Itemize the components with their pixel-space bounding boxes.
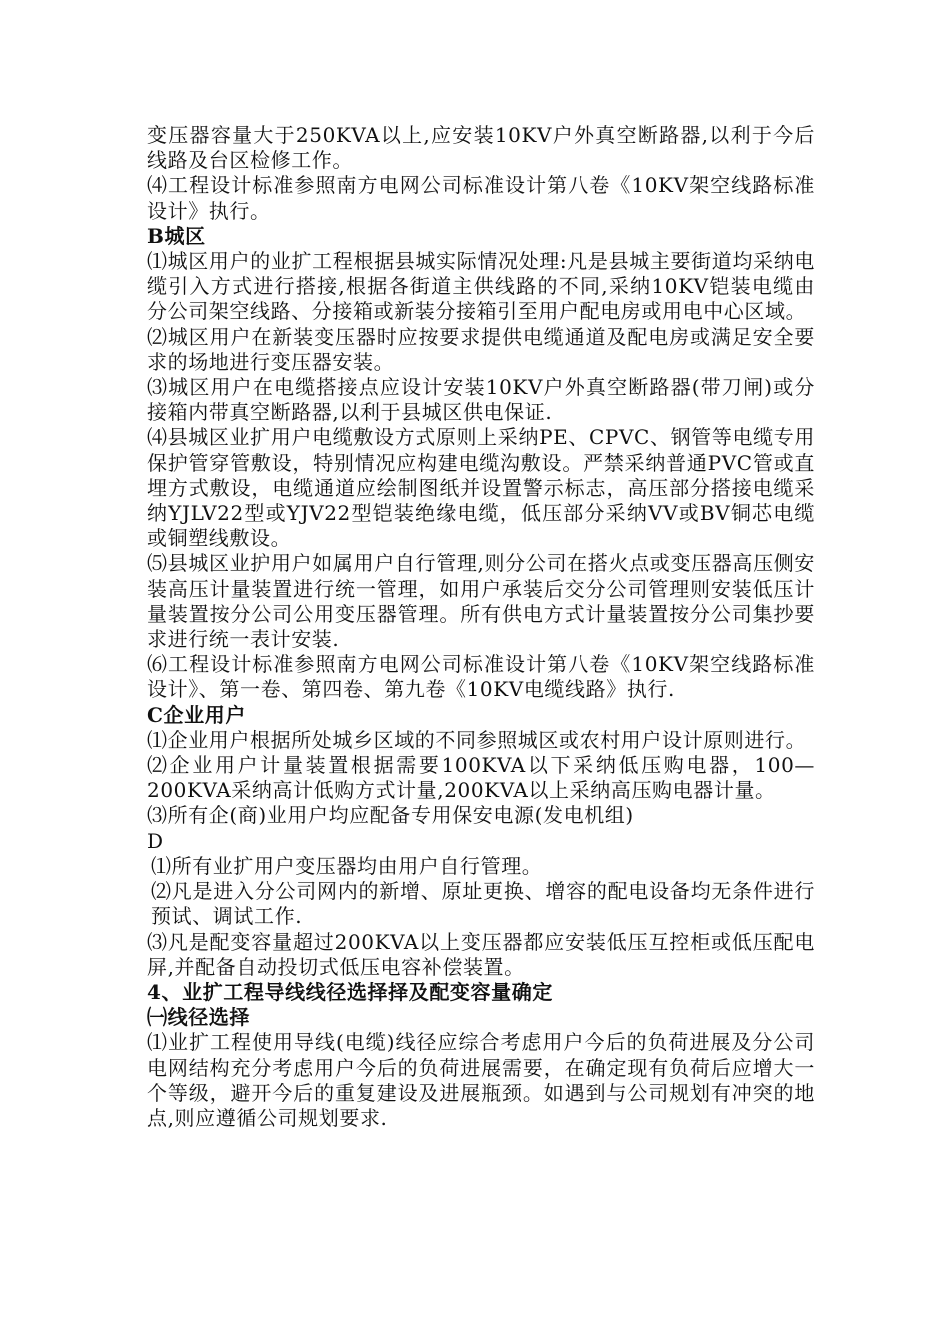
paragraph-urban-cable-access: ⑴城区用户的业扩工程根据县城实际情况处理:凡是县城主要街道均采纳电缆引入方式进行搭接,根据各街道主供线路的不同,采纳10KV铠装电缆由分公司架空线路、分接箱或新装分接箱引至用户配电房或用电中心区域。	[147, 249, 815, 324]
section-heading-4-wire-selection: 4、业扩工程导线线径选择择及配变容量确定	[147, 979, 553, 1004]
paragraph-enterprise-backup-power: ⑶所有企(商)业用户均应配备专用保安电源(发电机组)	[147, 803, 634, 828]
paragraph-design-standard-rural: ⑷工程设计标准参照南方电网公司标准设计第八卷《10KV架空线路标准设计》执行。	[147, 173, 815, 223]
section-heading-c-enterprise: C企业用户	[147, 702, 246, 727]
paragraph-enterprise-metering: ⑵企业用户计量装置根据需要100KVA以下采纳低压购电器，100—200KVA采纳高计低购方式计量,200KVA以上采纳高压购电器计量。	[147, 753, 815, 803]
document-body	[147, 123, 815, 1131]
section-heading-d: D	[147, 828, 164, 853]
paragraph-transformer-capacity: 变压器容量大于250KVA以上,应安装10KV户外真空断路器,以利于今后线路及台区检修工作。	[147, 123, 815, 173]
paragraph-enterprise-design: ⑴企业用户根据所处城乡区域的不同参照城区或农村用户设计原则进行。	[147, 727, 807, 752]
paragraph-d-self-management: ⑴所有业扩用户变压器均由用户自行管理。	[151, 853, 543, 878]
paragraph-urban-cable-laying: ⑷县城区业扩用户电缆敷设方式原则上采纳PE、CPVC、钢管等电缆专用保护管穿管敷设，特别情况应构建电缆沟敷设。严禁采纳普通PVC管或直埋方式敷设，电缆通道应绘制图纸并设置警示标志，高压部分搭接电缆采纳YJLV22型或YJV22型铠装绝缘电缆，低压部分采纳VV或BV铜芯电缆或铜塑线敷设。	[147, 425, 815, 551]
paragraph-urban-breaker: ⑶城区用户在电缆搭接点应设计安装10KV户外真空断路器(带刀闸)或分接箱内带真空断路器,以利于县城区供电保证.	[147, 375, 815, 425]
paragraph-d-pretest: ⑵凡是进入分公司网内的新增、原址更换、增容的配电设备均无条件进行预试、调试工作.	[151, 879, 815, 929]
paragraph-urban-transformer-install: ⑵城区用户在新装变压器时应按要求提供电缆通道及配电房或满足安全要求的场地进行变压器安装。	[147, 324, 815, 374]
section-heading-b-urban: B城区	[147, 223, 206, 248]
paragraph-d-low-voltage-cabinet: ⑶凡是配变容量超过200KVA以上变压器都应安装低压互控柜或低压配电屏,并配备自动投切式低压电容补偿装置。	[147, 929, 815, 979]
paragraph-wire-diameter-rule: ⑴业扩工程使用导线(电缆)线径应综合考虑用户今后的负荷进展及分公司电网结构充分考虑用户今后的负荷进展需要，在确定现有负荷后应增大一个等级，避开今后的重复建设及进展瓶颈。如遇到与公司规划有冲突的地点,则应遵循公司规划要求.	[147, 1030, 815, 1130]
paragraph-urban-metering: ⑸县城区业护用户如属用户自行管理,则分公司在搭火点或变压器高压侧安装高压计量装置进行统一管理，如用户承装后交分公司管理则安装低压计量装置按分公司公用变压器管理。所有供电方式计量装置按分公司集抄要求进行统一表计安装.	[147, 551, 815, 652]
subsection-heading-wire-diameter: ㈠线径选择	[147, 1005, 250, 1030]
paragraph-design-standard-urban: ⑹工程设计标准参照南方电网公司标准设计第八卷《10KV架空线路标准设计》、第一卷、第四卷、第九卷《10KV电缆线路》执行.	[147, 652, 815, 702]
